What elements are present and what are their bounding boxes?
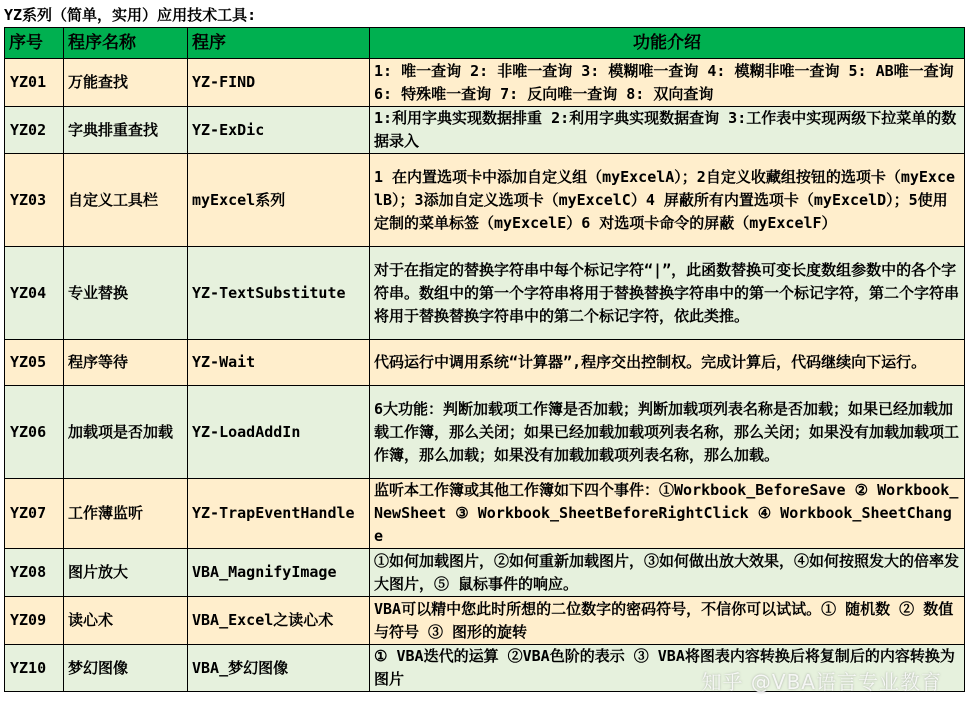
cell-name: 程序等待 bbox=[64, 340, 188, 386]
cell-program: YZ-ExDic bbox=[188, 107, 370, 154]
cell-id: YZ02 bbox=[5, 107, 64, 154]
cell-name: 梦幻图像 bbox=[64, 645, 188, 692]
cell-program: VBA_MagnifyImage bbox=[188, 549, 370, 597]
cell-name: 自定义工具栏 bbox=[64, 154, 188, 247]
header-name: 程序名称 bbox=[64, 28, 188, 59]
cell-id: YZ01 bbox=[5, 59, 64, 107]
cell-description: 监听本工作簿或其他工作簿如下四个事件：①Workbook_BeforeSave ② Workbook_NewSheet ③ Workbook_SheetBeforeRightClick ④ Workbook_SheetChange bbox=[370, 479, 965, 549]
cell-id: YZ04 bbox=[5, 247, 64, 340]
table-row bbox=[5, 597, 965, 645]
cell-description: ① VBA迭代的运算 ②VBA色阶的表示 ③ VBA将图表内容转换后将复制后的内容转换为图片 bbox=[370, 645, 965, 692]
tools-table bbox=[4, 27, 965, 692]
header-description: 功能介绍 bbox=[370, 28, 965, 59]
cell-description: ①如何加载图片，②如何重新加载图片，③如何做出放大效果，④如何按照发大的倍率发大图片，⑤ 鼠标事件的响应。 bbox=[370, 549, 965, 597]
table-row bbox=[5, 479, 965, 549]
cell-description: 1 在内置选项卡中添加自定义组（myExcelA）；2自定义收藏组按钮的选项卡（myExcelB）；3添加自定义选项卡（myExcelC）4 屏蔽所有内置选项卡（myExcelD）；5使用定制的菜单标签（myExcelE）6 对选项卡命令的屏蔽（myExcelF） bbox=[370, 154, 965, 247]
table-row bbox=[5, 386, 965, 479]
cell-description: VBA可以精中您此时所想的二位数字的密码符号，不信你可以试试。① 随机数 ② 数值与符号 ③ 图形的旋转 bbox=[370, 597, 965, 645]
cell-id: YZ10 bbox=[5, 645, 64, 692]
table-row bbox=[5, 549, 965, 597]
table-row bbox=[5, 107, 965, 154]
cell-program: myExcel系列 bbox=[188, 154, 370, 247]
cell-name: 图片放大 bbox=[64, 549, 188, 597]
cell-program: VBA_梦幻图像 bbox=[188, 645, 370, 692]
page-title: YZ系列（简单，实用）应用技术工具: bbox=[4, 6, 257, 24]
cell-id: YZ06 bbox=[5, 386, 64, 479]
table-row bbox=[5, 247, 965, 340]
header-program: 程序 bbox=[188, 28, 370, 59]
header-id: 序号 bbox=[5, 28, 64, 59]
table-row bbox=[5, 154, 965, 247]
cell-name: 万能查找 bbox=[64, 59, 188, 107]
cell-id: YZ05 bbox=[5, 340, 64, 386]
cell-name: 读心术 bbox=[64, 597, 188, 645]
cell-name: 字典排重查找 bbox=[64, 107, 188, 154]
cell-name: 专业替换 bbox=[64, 247, 188, 340]
cell-id: YZ08 bbox=[5, 549, 64, 597]
cell-program: YZ-TextSubstitute bbox=[188, 247, 370, 340]
cell-program: YZ-TrapEventHandle bbox=[188, 479, 370, 549]
table-header-row bbox=[5, 28, 965, 59]
cell-description: 1: 唯一查询 2: 非唯一查询 3: 模糊唯一查询 4: 模糊非唯一查询 5: AB唯一查询 6: 特殊唯一查询 7: 反向唯一查询 8: 双向查询 bbox=[370, 59, 965, 107]
cell-description: 6大功能：判断加载项工作簿是否加载；判断加载项列表名称是否加载；如果已经加载加载工作簿，那么关闭；如果已经加载加载项列表名称，那么关闭；如果没有加载加载项工作簿，那么加载；如果没有加载加载项列表名称，那么加载。 bbox=[370, 386, 965, 479]
cell-description: 1:利用字典实现数据排重 2:利用字典实现数据查询 3:工作表中实现两级下拉菜单的数据录入 bbox=[370, 107, 965, 154]
cell-id: YZ03 bbox=[5, 154, 64, 247]
cell-program: YZ-FIND bbox=[188, 59, 370, 107]
table-row bbox=[5, 59, 965, 107]
cell-name: 加载项是否加载 bbox=[64, 386, 188, 479]
cell-description: 对于在指定的替换字符串中每个标记字符“|”，此函数替换可变长度数组参数中的各个字符串。数组中的第一个字符串将用于替换替换字符串中的第一个标记字符，第二个字符串将用于替换替换字符串中的第二个标记字符，依此类推。 bbox=[370, 247, 965, 340]
cell-description: 代码运行中调用系统“计算器”,程序交出控制权。完成计算后，代码继续向下运行。 bbox=[370, 340, 965, 386]
cell-program: VBA_Excel之读心术 bbox=[188, 597, 370, 645]
cell-name: 工作薄监听 bbox=[64, 479, 188, 549]
cell-id: YZ09 bbox=[5, 597, 64, 645]
cell-id: YZ07 bbox=[5, 479, 64, 549]
watermark: 知乎 @VBA语言专业教育 bbox=[701, 670, 942, 694]
cell-program: YZ-LoadAddIn bbox=[188, 386, 370, 479]
table-row bbox=[5, 340, 965, 386]
cell-program: YZ-Wait bbox=[188, 340, 370, 386]
